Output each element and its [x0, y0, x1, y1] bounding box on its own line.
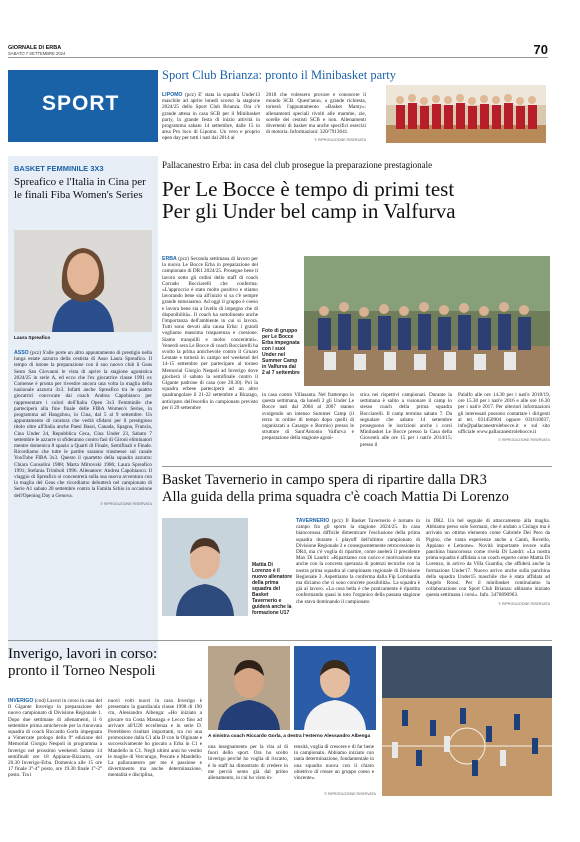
inverigo-headline-1: Inverigo, lavori in corso: — [8, 646, 158, 662]
lebocce-text-3: stica nei rispettivi campionati. Durante la settimana è salito a visionare il camp lo stesso coach della prima squadra Bocciarelli. Il camp termina sabato 7. Da segnalare che sabato 14 settembre proseguono le iscrizioni anche i corsi Minibasket Le Bocce presso la Casa della Gioventù alle ore 15 per i nati'e 2014/15; presso il — [360, 392, 452, 448]
tavernerio-col2 — [426, 518, 550, 607]
inverigo-rule — [8, 640, 552, 641]
section-label: SPORT — [42, 92, 120, 115]
lebocce-article — [162, 160, 552, 460]
brianza-lead: LIPOMO — [162, 92, 183, 98]
spreafico-kicker: BASKET FEMMINILE 3X3 — [14, 164, 104, 173]
tavernerio-coach-photo — [162, 518, 248, 616]
lebocce-headline-1: Per Le Bocce è tempo di primi test — [162, 177, 455, 201]
lebocce-signature: © RIPRODUZIONE RISERVATA — [498, 438, 550, 443]
lebocce-col2 — [262, 392, 354, 442]
tavernerio-rule — [162, 466, 552, 467]
newspaper-name: GIORNALE DI ERBA — [8, 45, 62, 51]
spreafico-photo — [14, 230, 152, 332]
spreafico-article — [8, 156, 158, 660]
header-rule — [8, 57, 548, 58]
tavernerio-headline-1: Basket Tavernerio in campo spera di ripartire dalla DR3 — [162, 472, 487, 488]
spreafico-photo-caption: Laura Spreafico — [14, 336, 51, 341]
inverigo-photo-caption: A sinistra coach Riccardo Gorla, a destra l'esterno Alessandro Albenga — [208, 734, 371, 739]
tavernerio-text-2: in DR2. Un bel segnale di attaccamento alla maglia. Abbiamo perso solo Sormani, che è andato a Cislago ma è arrivato un ottimo elemento come Gabriele Del Pero da Pigino, che vanta esperienze anche a Cantù, Rovello, Appiano e Lemone». Novità importante invece sulla panchina biancorossa come rivela Di Landri: «La nostra prima squadra è affidata a un coach esperto come Mattia Di Lorenzo, in arrivo da Villa Guardia, che affiderà anche la formazione Under17. Nuovo arrivo anche sulla panchina della squadra Under15 maschile che è stata affidata ad Angelo Rossi. Per il minibasket continuiamo la collaborazione con Sport Club Brianza: abbiamo iniziato questa settimana i corsi». Info. 3470890963. — [426, 518, 550, 599]
lebocce-col1 — [162, 256, 258, 411]
spreafico-signature: © RIPRODUZIONE RISERVATA — [100, 501, 152, 506]
brianza-text-2: 2018 che volessero provare e conoscere il mondo SCB. Quest'anno, a grande richiesta, tornerà l'appuntamento «Basket Mamy»: allenamenti speciali rivolti alle mamme, zie, sorelle dei cestisti SCB e non. Allenamenti divertenti di basket ma anche specifici esercizi di motoria. Informazioni: 320/7913641. — [266, 92, 366, 136]
spreafico-title: Spreafico e l'Italia in Cina per le finali Fiba Women's Series — [14, 176, 146, 201]
lebocce-headline-2: Per gli Under bel camp in Valfurva — [162, 199, 456, 223]
inverigo-headline-2: pronto il Torneo Nespoli — [8, 663, 156, 679]
brianza-signature: © RIPRODUZIONE RISERVATA — [314, 138, 366, 143]
tavernerio-article — [162, 466, 552, 636]
lebocce-text-2: in casa contro Villasanta. Nel frattempo in questa settimana, da lunedì 2 gli Under Le Bocce nati dal 2004 al 2007 stanno svolgendo un intenso Summer Camp (il terzo in ordine di tempo dopo quelli di organizzati a Casargo e Bormio) presso le strutture di Sant'Antonio Valfurva e preparazione della stagione agoni- — [262, 392, 354, 442]
spreafico-text: (pcz) S'alle porte un altro appuntamento di prestigio nella lunga estate azzurra della cestista di Asso Laura Spreafico. Il tempo di intone la preparazione con il suo nuovo club il Geas Sesto San Giovanni le vista di aprire la stagione agonistica 2024/25 in serie A, ed ecco che l'ex giocatrice classe 1991 ex Comense è pronta per rivestire ancora una volta la maglia della nazionale azzurra 3x3. Infatti anche Spreafico tra le quattro giocatrici convocate dai coach Andrea Capobianco per rappresentare i colori dell'Italia Open 3x3 Femminile che parteciperà alla fine finale delle FIBA Women's Series, in programma ad Hangzhou, in Cina, dal 5 al 9 settembre. Un appuntamento di caratura che vedrà sfidarsi per il prestigioso titolo oltre all'Italia anche Paesi Bassi, Canada, Spagna, Francia, Cina Under 24, Repubblica Ceca, Cina Under 23, Sabato 7 settembre le azzurre si sfideranno contro fasi di Gironi eliminatori mentre domenica 8 spazio a Quarti di Finale, Semifinali e Finale. Ricordiamo che tutte le partite saranno trasmesse sul canale YouTube FIBA 3x3. Questo il quartetto della squadra azzurra: Chiara Consolini 1988; Marta Mitrovski 1986; Laura Spreafico 1991; Stefania Trimboli 1996. Allenatore: Andrea Capobianco. Il viaggio di Spreafico si concentrerà sulla sua nuova avventura con la maglia del Geas che ricordiamo debutterà nel campionato di Serie A1 sabato 28 settembre contro la Famila Schio in occasione dell'Opening Day a Genova. — [14, 350, 152, 499]
lebocce-kicker: Pallacanestro Erba: in casa del club prosegue la preparazione prestagionale — [162, 160, 433, 170]
section-bar — [8, 70, 158, 142]
tavernerio-headline-2: Alla guida della prima squadra c'è coach Mattia Di Lorenzo — [162, 489, 509, 505]
tavernerio-signature: © RIPRODUZIONE RISERVATA — [498, 601, 550, 606]
inverigo-col3 — [208, 744, 288, 781]
inverigo-signature: © RIPRODUZIONE RISERVATA — [324, 792, 376, 796]
lebocce-photo-caption: Foto di gruppo per Le Bocce Erba impegnata con i suoi Under nel Summer Camp in Valfurva dal 2 al 7 settembre — [262, 328, 300, 376]
tavernerio-photo-caption: Mattia Di Lorenzo è il nuovo allenatore della prima squadra del Basket Tavernerio e guiderà anche la formazione U17 — [252, 562, 293, 616]
brianza-team-photo — [386, 85, 546, 143]
lebocce-text-1: (pcz) Seconda settimana di lavoro per la nuova Le Bocce Erba in preparazione del campionato di DR1 2024/25. Prosegue bene il lavoro sotto gli ordini dello staff di coach Corrado Bocciarelli che conferma: «L'approccio è stato molto positivo e stiamo lavorando bene sia all'inizio si sa c'è sempre grande entusiasmo. Ad oggi il gruppo è coeso e lavora bene sia a livello di impegno che di disponibilità». Il coach ha sottolineato anche l'importanza dell'ambiente in cui si lavora. Tutti sono devoti alla causa Erba: i grandi vogliamo massima trasparenza e coesione. Siamo tranquilli e molto concentrati». Venerdì sera Le Bocce di coach Bocciarelli ha svolto la prima amichevole contro il Gruaro Lentate e tornerà in campo nel weekend del 14-15 settembre per partecipare al torneo Memorial Giorgio Nespoli ad Inverigo dove giocherà il sabato la semifinale contro il Gigante padrone di casa (ore 20.30). Poi la squadra erbese parteciperà ad un altro quadrangolare il 21-22 settembre a Binzago, anticipato dell'esordio in campionato previsto per il 29 settembre — [162, 256, 258, 411]
inverigo-text-2: nuovi volti nuovi in casa Inverigo è presentato la guardia/ala classe 1998 di 190 cm, Alessandro Albenga: «Ho iniziato a giocare tra Costa Masnaga e Lecco fino ad arrivare all'U20 eccellenza e in serie D. Potrebbero risultati importanti, tra cui una promozione dalla C1 alla D con la Olginate e successivamente ho giocato a Erba in C1 e Mandello in C1. Negli ultimi anni ho vestito le maglie di Vercurago, Pescate e Mandello. La pallacanestro per me è passione e divertimento ma anche determinazione, mentalità e disciplina, — [108, 698, 202, 779]
brianza-col2 — [266, 92, 366, 144]
lebocce-col3 — [360, 392, 452, 448]
inverigo-text-4: tensità, voglia di crescere e di far bene in campionato. Abbiamo iniziato con tanta determinazione, fondamentale in una squadra nuova con il chiaro obiettivo di creare un gruppo coeso e vincente». — [294, 744, 374, 782]
inverigo-lead: INVERIGO — [8, 698, 34, 704]
tavernerio-lead: TAVERNERIO — [296, 518, 330, 524]
brianza-text-1: (pcz) E' stata la squadra Under13 maschile ad aprire lunedì scorso la stagione 2024/25 dello Sport Club Brianza. Ora c'è grande attesa in casa SCB per il Minibasket party, la grande festa di inizio attività in programma sabato 14 settembre, dalle 15 in area Pro loco di Lipomo. Un vero e proprio open day per tutti i nati dal 2014 al — [162, 92, 261, 142]
issue-date: SABATO 7 SETTEMBRE 2024 — [8, 51, 66, 56]
inverigo-col1 — [8, 698, 102, 779]
inverigo-article — [8, 644, 552, 804]
inverigo-albenga-photo — [294, 646, 376, 730]
lebocce-lead: ERBA — [162, 256, 177, 262]
spreafico-body — [14, 350, 152, 507]
inverigo-col2 — [108, 698, 202, 779]
inverigo-col4 — [294, 744, 374, 781]
spreafico-lead: ASSO — [14, 350, 29, 356]
inverigo-court-photo — [382, 646, 552, 796]
page-number: 70 — [533, 42, 548, 57]
tavernerio-text-1: (pcz) Il Basket Tavernerio è tornato in campo fra gli sports la stagione 2024/25. In casa biancorossa difficile dimenticare l'esclusione della prima squadra durante i playoff dell'ultimo campionato di Divisione Regionale 2 e conseguentemente retrocessione in DR4, ma c'è voglia di ripartire, come anelerà il presidente Max Di Landri: «Ripartiamo con carico e motivazione ma anche con la concreta speranza di potenzi tecniche con la nostra prima squadra al campionato regionale di Divisione Regionale 3. Aspettiamo la conferma dalla Fip Lombardia ma diciamo che ci sono concrete possibilità». La squadra è già al lavoro. «La cosa bella è che praticamente è ripartita confermando quasi in toto l'organico della passata stagione che stava dominando il campionato — [296, 518, 420, 605]
brianza-article — [162, 68, 552, 146]
lebocce-text-4: Palalfo alle ore 14.30 per i nati'e 2018/19, ore 15.30 per i nati'e 2016 e alle ore 16.30 per i nati'e 2017. Per ulteriori informazioni gli interessati possono contattare i dirigenti al tel. 031450904 oppure 031610037, info@pallacanestrolebocce.it o sul sito ufficiale www.pallacanestrolebocce.it — [458, 392, 550, 436]
inverigo-text-3: una insegnamento per la vita al di fuori dello sport. Ora ho scelto Inverigo perché ho voglia di riscatto, è lo staff ha dimostrato di credere in me perciò sento già dal primo allenamento, in cui ho visto in- — [208, 744, 288, 782]
lebocce-group-photo — [304, 256, 550, 386]
inverigo-text-1: (cod) Lavori in corso in casa del Il Gigante Inverigo in preparazione del nuovo campionato di Divisione Regionale 1. Dopo due settimane di allenamenti, il 6 settembre prima amichevole per la rinnovata squadra di coach Riccardo Gorla impegnata a Vimercate prologo della 9ª edizione del Memorial Giorgio Nespoli in programma a Inverigo nel prossimo weekend. Sabato 14 semifinali ore 18 Appiano-Bizzarro, ore 20.30 Inverigo-Erba. Domenica alle 15 ore 17 finale 3°-4° posto, ore 19.30 finale 1°-2° posto. Tra i — [8, 698, 103, 779]
inverigo-gorla-photo — [208, 646, 290, 730]
page-header — [8, 40, 548, 60]
lebocce-col4 — [458, 392, 550, 444]
brianza-title: Sport Club Brianza: pronto il Minibasket party — [162, 68, 396, 82]
tavernerio-col1 — [296, 518, 420, 605]
brianza-col1 — [162, 92, 260, 142]
